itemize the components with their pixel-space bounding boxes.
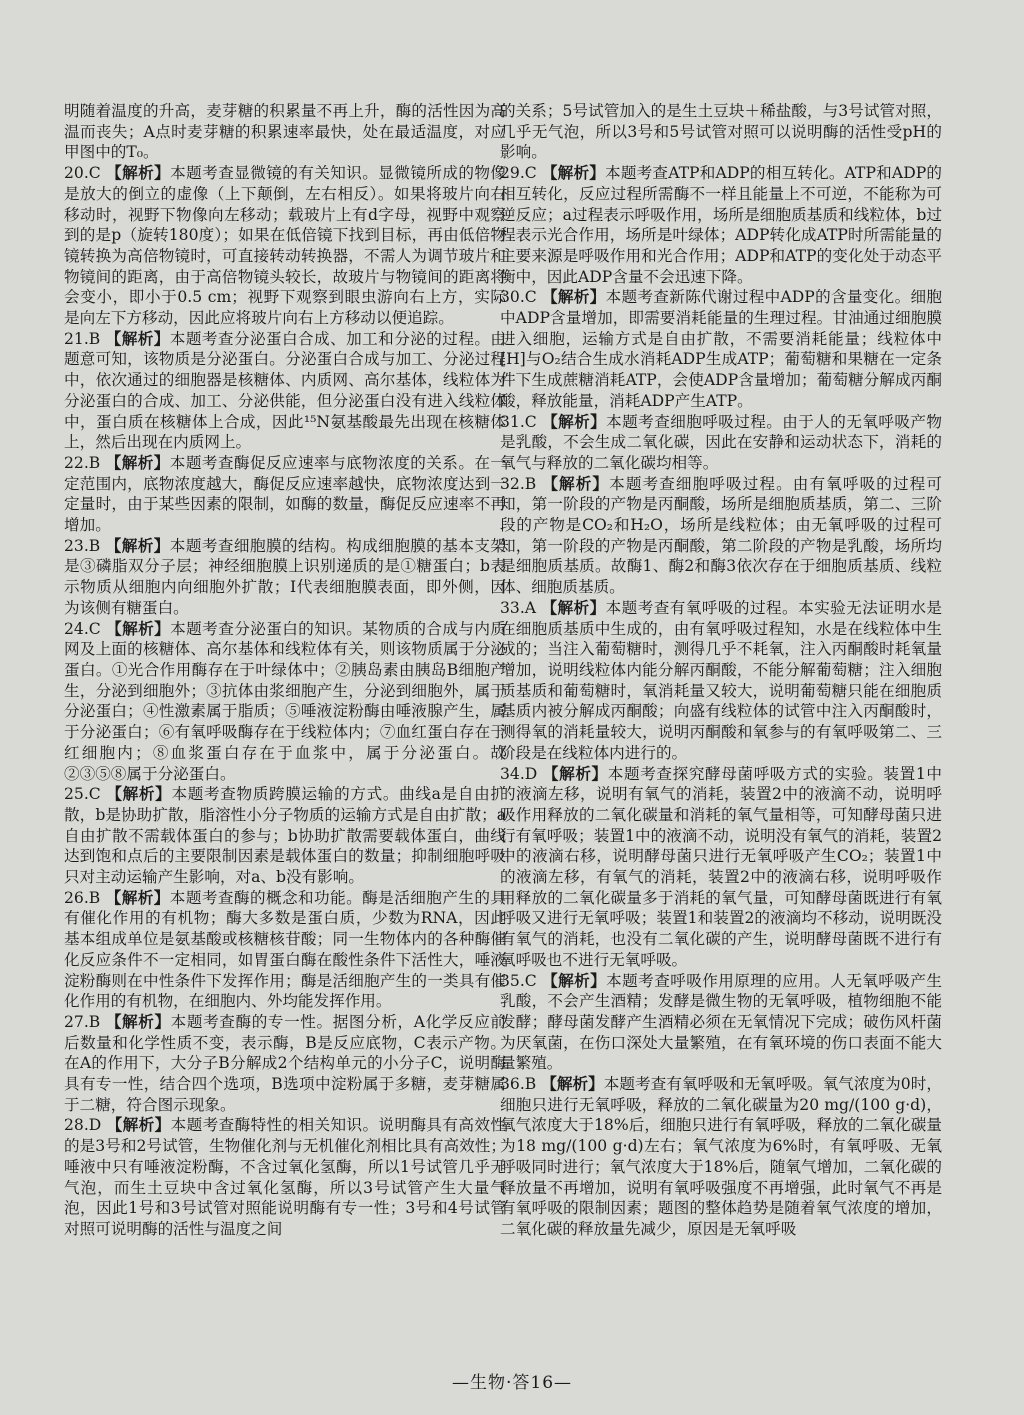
analysis-tag: 【解析】: [541, 597, 606, 617]
answer-item: [64, 536, 506, 619]
answer-number: 23.B: [64, 536, 101, 555]
answer-item: [500, 971, 942, 1075]
left-answer-list: [64, 163, 506, 1240]
answer-number: 35.C: [500, 971, 537, 990]
answer-number: 25.C: [64, 785, 101, 804]
answer-number: 22.B: [64, 453, 101, 472]
answer-number: 34.D: [500, 764, 538, 783]
answer-item: [500, 1074, 942, 1240]
analysis-tag: 【解析】: [106, 163, 171, 183]
answer-number: 24.C: [64, 619, 101, 638]
analysis-tag: 【解析】: [542, 287, 606, 307]
left-column: [64, 101, 506, 1240]
right-column: [500, 101, 942, 1240]
analysis-tag: 【解析】: [105, 887, 170, 907]
analysis-text: 本题考查酶的概念和功能。酶是活细胞产生的具有催化作用的有机物；酶大多数是蛋白质，少数为RNA，因此基本组成单位是氨基酸或核糖核苷酸；同一生物体内的各种酶催化反应条件不一定相同，如胃蛋白酶在酸性条件下活性大，唾液淀粉酶则在中性条件下发挥作用；酶是活细胞产生的一类具有催化作用的有机物，在细胞内、外均能发挥作用。: [64, 888, 506, 1011]
continuation-text: 明随着温度的升高，麦芽糖的积累量不再上升，酶的活性因为高温而丧失；A点时麦芽糖的积累速率最快，处在最适温度，对应甲图中的T₀。: [64, 102, 506, 162]
analysis-text: 本题考查物质跨膜运输的方式。曲线a是自由扩散，b是协助扩散，脂溶性小分子物质的运输方式是自由扩散；a自由扩散不需载体蛋白的参与；b协助扩散需要载体蛋白，曲线达到饱和点后的主要限制因素是载体蛋白的数量；抑制细胞呼吸只对主动运输产生影响，对a、b没有影响。: [64, 785, 506, 887]
answer-item: [500, 474, 942, 598]
analysis-tag: 【解析】: [542, 411, 607, 431]
analysis-text: 本题考查细胞呼吸过程。由有氧呼吸的过程可知，第一阶段的产物是丙酮酸，场所是细胞质基质，第二、三阶段的产物是CO₂和H₂O，场所是线粒体；由无氧呼吸的过程可知，第一阶段的产物是丙酮酸，第二阶段的产物是乳酸，场所均是细胞质基质。故酶1、酶2和酶3依次存在于细胞质基质、线粒体、细胞质基质。: [500, 474, 942, 597]
analysis-tag: 【解析】: [542, 970, 607, 990]
analysis-tag: 【解析】: [106, 618, 171, 638]
answer-item: [500, 287, 942, 411]
answer-number: 28.D: [64, 1116, 102, 1135]
analysis-text: 本题考查酶促反应速率与底物浓度的关系。在一定范围内，底物浓度越大，酶促反应速率越快，底物浓度达到一定量时，由于某些因素的限制，如酶的数量，酶促反应速率不再增加。: [64, 453, 506, 535]
answer-number: 21.B: [64, 329, 101, 348]
analysis-text: 本题考查探究酵母菌呼吸方式的实验。装置1中的液滴左移，说明有氧气的消耗，装置2中的液滴不动，说明呼吸作用释放的二氧化碳量和消耗的氧气量相等，可知酵母菌只进行有氧呼吸；装置1中的液滴不动，说明没有氧气的消耗，装置2中的液滴右移，说明酵母菌只进行无氧呼吸产生CO₂；装置1中的液滴左移，有氧气的消耗，装置2中的液滴右移，说明呼吸作用释放的二氧化碳量多于消耗的氧气量，可知酵母菌既进行有氧呼吸又进行无氧呼吸；装置1和装置2的液滴均不移动，说明既没有氧气的消耗，也没有二氧化碳的产生，说明酵母菌既不进行有氧呼吸也不进行无氧呼吸。: [500, 764, 942, 969]
answer-item: [64, 1012, 506, 1116]
answer-item: [500, 764, 942, 971]
analysis-text: 本题考查显微镜的有关知识。显微镜所成的物像是放大的倒立的虚像（上下颠倒，左右相反）。如果将玻片向右移动时，视野下物像向左移动；载玻片上有d字母，视野中观察到的是p（旋转180度）；如果在低倍镜下找到目标，再由低倍物镜转换为高倍物镜时，可直接转动转换器，不需人为调节玻片和物镜间的距离，由于高倍物镜头较长，故玻片与物镜间的距离将会变小，即小于0.5 cm；视野下观察到眼虫游向右上方，实际是向左下方移动，因此应将玻片向右上方移动以便追踪。: [64, 164, 506, 328]
answer-number: 30.C: [500, 288, 537, 307]
answer-item: [64, 453, 506, 536]
analysis-text: 本题考查有氧呼吸和无氧呼吸。氧气浓度为0时，细胞只进行无氧呼吸，释放的二氧化碳量为20 mg/(100 g·d)，氧气浓度大于18%后，细胞只进行有氧呼吸，释放的二氧化碳量为18 mg/(100 g·d)左右；氧气浓度为6%时，有氧呼吸、无氧呼吸同时进行；氧气浓度大于18%后，随氧气增加，二氧化碳的释放量不再增加，说明有氧呼吸强度不再增强，此时氧气不再是有氧呼吸的限制因素；题图的整体趋势是随着氧气浓度的增加，二氧化碳的释放量先减少，原因是无氧呼吸: [500, 1075, 942, 1238]
analysis-tag: 【解析】: [106, 1115, 171, 1135]
answer-number: 29.C: [500, 164, 537, 183]
answer-item: [500, 163, 942, 287]
analysis-text: 本题考查呼吸作用原理的应用。人无氧呼吸产生乳酸，不会产生酒精；发酵是微生物的无氧呼吸，植物细胞不能发酵；酵母菌发酵产生酒精必须在无氧情况下完成；破伤风杆菌为厌氧菌，在伤口深处大量繁殖，在有氧环境的伤口表面不能大量繁殖。: [500, 971, 942, 1073]
analysis-tag: 【解析】: [542, 763, 608, 783]
answer-item: [64, 619, 506, 785]
analysis-tag: 【解析】: [541, 163, 606, 183]
analysis-text: 本题考查酶特性的相关知识。说明酶具有高效性的是3号和2号试管，生物催化剂与无机催化剂相比具有高效性；唾液中只有唾液淀粉酶，不含过氧化氢酶，所以1号试管几乎无气泡，而生土豆块中含过氧化氢酶，所以3号试管产生大量气泡，因此1号和3号试管对照能说明酶有专一性；3号和4号试管对照可说明酶的活性与温度之间: [64, 1116, 506, 1238]
analysis-tag: 【解析】: [106, 784, 172, 804]
analysis-text: 本题考查细胞呼吸过程。由于人的无氧呼吸产物是乳酸，不会生成二氧化碳，因此在安静和运动状态下，消耗的氧气与释放的二氧化碳均相等。: [500, 412, 942, 472]
analysis-tag: 【解析】: [541, 1074, 604, 1094]
analysis-text: 本题考查酶的专一性。据图分析，A化学反应前后数量和化学性质不变，表示酶，B是反应底物，C表示产物。在A的作用下，大分子B分解成2个结构单元的小分子C，说明酶具有专一性，结合四个选项，B选项中淀粉属于多糖，麦芽糖属于二糖，符合图示现象。: [64, 1012, 506, 1114]
answer-item: [64, 1115, 506, 1239]
answer-number: 26.B: [64, 888, 101, 907]
analysis-text: 本题考查分泌蛋白合成、加工和分泌的过程。由题意可知，该物质是分泌蛋白。分泌蛋白合成与加工、分泌过程中，依次通过的细胞器是核糖体、内质网、高尔基体，线粒体为分泌蛋白的合成、加工、分泌供能，但分泌蛋白没有进入线粒体中，蛋白质在核糖体上合成，因此¹⁵N氨基酸最先出现在核糖体上，然后出现在内质网上。: [64, 329, 506, 452]
answer-number: 36.B: [500, 1075, 537, 1094]
answer-item: [64, 329, 506, 453]
analysis-tag: 【解析】: [105, 452, 170, 472]
analysis-tag: 【解析】: [542, 473, 610, 493]
answer-item: [64, 163, 506, 329]
page-footer: —生物·答16—: [451, 1373, 573, 1393]
analysis-text: 本题考查有氧呼吸的过程。本实验无法证明水是在细胞质基质中生成的，由有氧呼吸过程知，水是在线粒体中生成的；当注入葡萄糖时，测得几乎不耗氧，注入丙酮酸时耗氧量增加，说明线粒体内能分解丙酮酸，不能分解葡萄糖；注入细胞质基质和葡萄糖时，氧消耗量又较大，说明葡萄糖只能在细胞质基质内被分解成丙酮酸；向盛有线粒体的试管中注入丙酮酸时，测得氧的消耗量较大，说明丙酮酸和氧参与的有氧呼吸第二、三阶段是在线粒体内进行的。: [500, 598, 942, 762]
answer-item: [64, 888, 506, 1012]
answer-number: 31.C: [500, 412, 537, 431]
analysis-tag: 【解析】: [105, 535, 170, 555]
answer-number: 20.C: [64, 164, 101, 183]
answer-number: 27.B: [64, 1012, 101, 1031]
analysis-tag: 【解析】: [105, 328, 170, 348]
analysis-text: 本题考查分泌蛋白的知识。某物质的合成与内质网及上面的核糖体、高尔基体和线粒体有关，则该物质属于分泌蛋白。①光合作用酶存在于叶绿体中；②胰岛素由胰岛B细胞产生，分泌到细胞外；③抗体由浆细胞产生，分泌到细胞外，属于分泌蛋白；④性激素属于脂质；⑤唾液淀粉酶由唾液腺产生，属于分泌蛋白；⑥有氧呼吸酶存在于线粒体内；⑦血红蛋白存在于红细胞内；⑧血浆蛋白存在于血浆中，属于分泌蛋白。故②③⑤⑧属于分泌蛋白。: [64, 619, 506, 783]
answer-item: [500, 412, 942, 474]
answer-number: 33.A: [500, 598, 537, 617]
analysis-text: 本题考查新陈代谢过程中ADP的含量变化。细胞中ADP含量增加，即需要消耗能量的生理过程。甘油通过细胞膜进入细胞，运输方式是自由扩散，不需要消耗能量；线粒体中[H]与O₂结合生成水消耗ADP生成ATP；葡萄糖和果糖在一定条件下生成蔗糖消耗ATP，会使ADP含量增加；葡萄糖分解成丙酮酸，释放能量，消耗ADP产生ATP。: [500, 288, 942, 410]
right-continuation-text: 的关系；5号试管加入的是生土豆块＋稀盐酸，与3号试管对照，几乎无气泡，所以3号和5号试管对照可以说明酶的活性受pH的影响。: [500, 102, 942, 162]
analysis-text: 本题考查细胞膜的结构。构成细胞膜的基本支架是③磷脂双分子层；神经细胞膜上识别递质的是①糖蛋白；b表示物质从细胞内向细胞外扩散；Ⅰ代表细胞膜表面，即外侧，因为该侧有糖蛋白。: [64, 536, 506, 617]
right-answer-list: [500, 163, 942, 1240]
answer-number: 32.B: [500, 474, 537, 493]
answer-item: [500, 598, 942, 764]
answer-item: [64, 784, 506, 888]
analysis-tag: 【解析】: [105, 1011, 171, 1031]
analysis-text: 本题考查ATP和ADP的相互转化。ATP和ADP的相互转化，反应过程所需酶不一样且能量上不可逆，不能称为可逆反应；a过程表示呼吸作用，场所是细胞质基质和线粒体，b过程表示光合作用，场所是叶绿体；ADP转化成ATP时所需能量的主要来源是呼吸作用和光合作用；ADP和ATP的变化处于动态平衡中，因此ADP含量不会迅速下降。: [500, 164, 942, 286]
